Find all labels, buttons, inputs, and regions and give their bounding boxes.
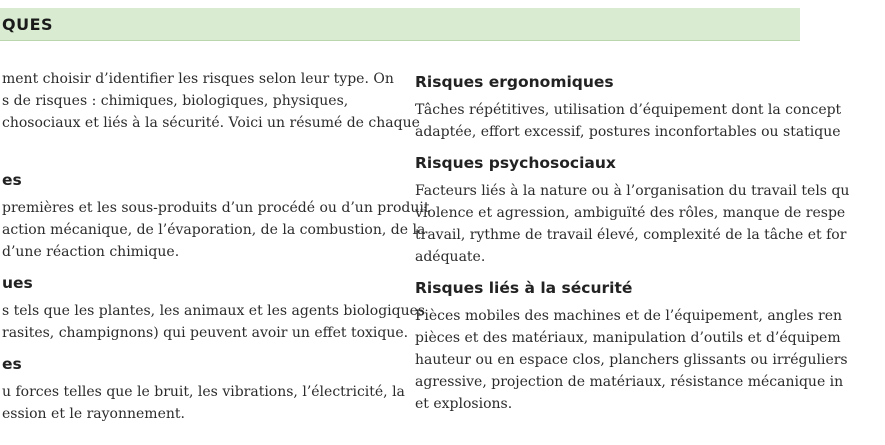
section-physical xyxy=(2,353,405,425)
intro-paragraph xyxy=(2,68,420,134)
section-line: s tels que les plantes, les animaux et les agents biologiques xyxy=(2,303,426,319)
intro-line: ment choisir d’identifier les risques selon leur type. On xyxy=(2,71,394,87)
section-line: ession et le rayonnement. xyxy=(2,406,185,422)
section-line: pièces et des matériaux, manipulation d’outils et d’équipem xyxy=(415,330,841,346)
section-line: travail, rythme de travail élevé, complexité de la tâche et for xyxy=(415,227,847,243)
section-heading: ues xyxy=(2,274,33,292)
section-line: premières et les sous-produits d’un procédé ou d’un produit xyxy=(2,200,430,216)
section-line: d’une réaction chimique. xyxy=(2,244,180,260)
section-line: u forces telles que le bruit, les vibrations, l’électricité, la xyxy=(2,384,405,400)
section-line: Pièces mobiles des machines et de l’équipement, angles ren xyxy=(415,308,843,324)
intro-line: chosociaux et liés à la sécurité. Voici un résumé de chaque xyxy=(2,115,420,131)
section-heading: Risques liés à la sécurité xyxy=(415,279,633,297)
section-biological xyxy=(2,272,425,344)
section-header-band xyxy=(0,8,800,41)
section-psychosocial xyxy=(415,152,849,268)
section-ergonomic xyxy=(415,71,841,143)
section-line: violence et agression, ambiguïté des rôles, manque de respe xyxy=(415,205,846,221)
section-safety xyxy=(415,277,848,415)
section-heading: es xyxy=(2,171,22,189)
section-heading: Risques psychosociaux xyxy=(415,154,616,172)
section-line: agressive, projection de matériaux, résistance mécanique in xyxy=(415,374,844,390)
section-line: adaptée, effort excessif, postures inconfortables ou statique xyxy=(415,124,841,140)
section-chemical xyxy=(2,169,429,263)
section-title: QUES xyxy=(2,15,54,34)
section-line: Tâches répétitives, utilisation d’équipement dont la concept xyxy=(415,102,842,118)
section-heading: Risques ergonomiques xyxy=(415,73,614,91)
intro-line: s de risques : chimiques, biologiques, physiques, xyxy=(2,93,349,109)
section-line: et explosions. xyxy=(415,396,513,412)
section-line: hauteur ou en espace clos, planchers glissants ou irréguliers xyxy=(415,352,848,368)
section-line: Facteurs liés à la nature ou à l’organisation du travail tels qu xyxy=(415,183,850,199)
section-line: rasites, champignons) qui peuvent avoir un effet toxique. xyxy=(2,325,409,341)
section-heading: es xyxy=(2,355,22,373)
section-line: adéquate. xyxy=(415,249,486,265)
section-line: action mécanique, de l’évaporation, de la combustion, de la xyxy=(2,222,426,238)
